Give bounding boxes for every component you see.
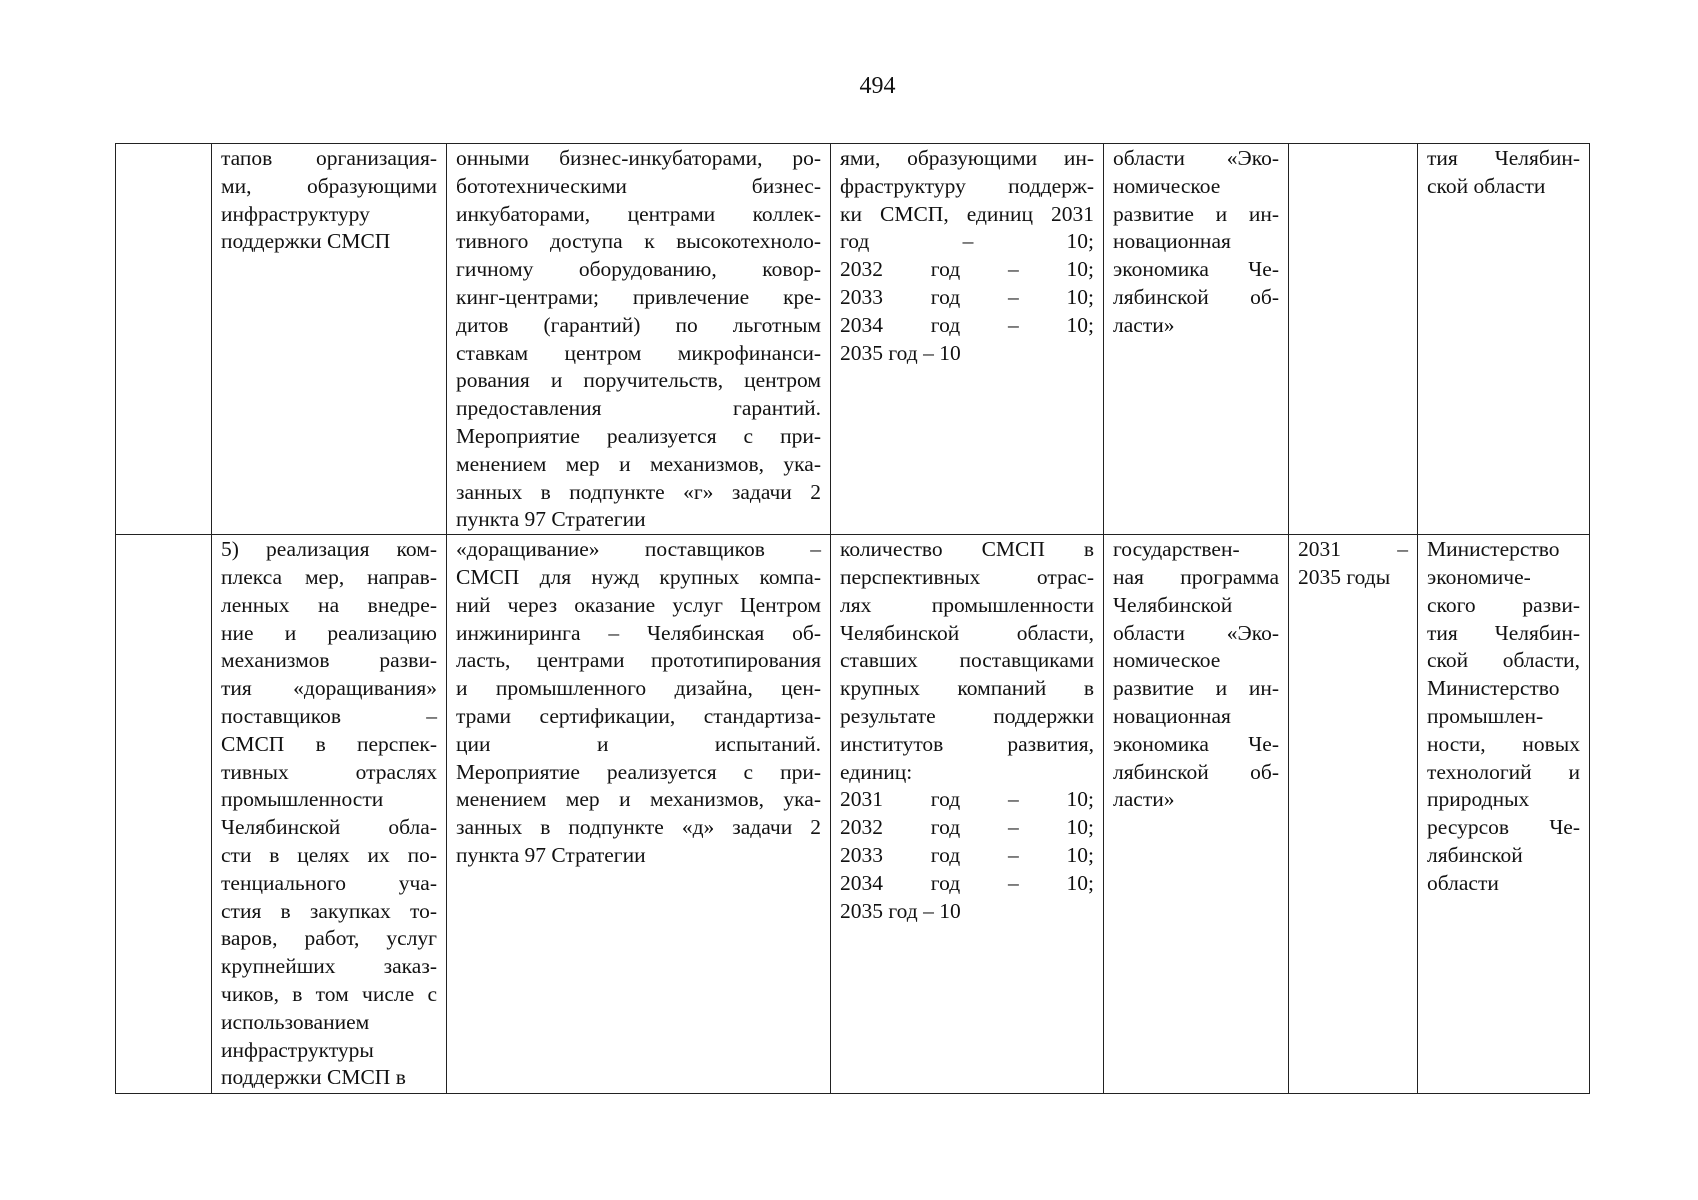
cell-text-line: Мероприятие реализуется с при-: [456, 423, 821, 448]
cell-text-line: и промышленного дизайна, цен-: [456, 676, 821, 701]
cell-text-line: 5) реализация ком-: [221, 537, 437, 562]
cell-text-line: онными бизнес-инкубаторами, ро-: [456, 146, 821, 170]
cell-text-line: плекса мер, направ-: [221, 564, 437, 589]
cell-text-line: области «Эко-: [1113, 620, 1279, 645]
cell-text-line: СМСП в перспек-: [221, 731, 437, 756]
cell-text-line: чиков, в том числе с: [221, 981, 437, 1006]
cell-text-line: ки СМСП, единиц 2031: [840, 201, 1094, 226]
cell-text-line: лях промышленности: [840, 592, 1094, 617]
cell-text-line: 2035 год – 10: [840, 340, 961, 365]
cell-text-line: инфраструктуру: [221, 201, 370, 226]
cell-text-line: тия Челябин-: [1427, 620, 1580, 645]
cell-text-line: 2035 год – 10: [840, 898, 961, 923]
cell-text-line: занных в подпункте «г» задачи 2: [456, 479, 821, 504]
cell-text-line: «доращивание» поставщиков –: [456, 537, 821, 562]
cell-text-line: номическое: [1113, 173, 1221, 198]
cell-text-line: тия Челябин-: [1427, 146, 1580, 170]
cell-text-line: тивного доступа к высокотехноло-: [456, 229, 821, 254]
measure-cell: [212, 535, 447, 1094]
row-number-cell: [116, 535, 212, 1094]
cell-text-line: Министерство: [1427, 537, 1560, 562]
table-row: [116, 144, 1590, 535]
cell-text-line: варов, работ, услуг: [221, 926, 437, 951]
cell-text-line: ской области: [1427, 173, 1546, 198]
indicator-cell: [831, 144, 1104, 535]
cell-text-line: государствен-: [1113, 537, 1240, 562]
cell-text-line: поддержки СМСП в: [221, 1065, 406, 1090]
cell-text-line: ми, образующими: [221, 173, 437, 198]
cell-text-line: ского разви-: [1427, 592, 1580, 617]
period-cell: [1289, 535, 1418, 1094]
cell-text-line: менением мер и механизмов, ука-: [456, 787, 821, 812]
cell-text-line: экономика Че-: [1113, 731, 1279, 756]
cell-text-line: Челябинской обла-: [221, 815, 437, 840]
cell-text-line: технологий и: [1427, 759, 1580, 784]
cell-text-line: ставших поставщиками: [840, 648, 1094, 673]
cell-text-line: ний через оказание услуг Центром: [456, 592, 821, 617]
cell-text-line: лябинской об-: [1113, 759, 1279, 784]
cell-text-line: институтов развития,: [840, 731, 1094, 756]
cell-text-line: ленных на внедре-: [221, 592, 437, 617]
cell-text-line: 2035 годы: [1298, 564, 1391, 589]
cell-text-line: инжиниринга – Челябинская об-: [456, 620, 821, 645]
cell-text-line: 2031 –: [1298, 537, 1408, 562]
cell-text-line: год – 10;: [840, 229, 1094, 254]
indicator-cell: [831, 535, 1104, 1094]
cell-text-line: номическое: [1113, 648, 1221, 673]
row-number-cell: [116, 144, 212, 535]
cell-text-line: развитие и ин-: [1113, 676, 1279, 701]
cell-text-line: механизмов разви-: [221, 648, 437, 673]
cell-text-line: фраструктуру поддерж-: [840, 173, 1094, 198]
content-cell: [447, 535, 831, 1094]
cell-text-line: области «Эко-: [1113, 146, 1279, 170]
table-row: [116, 535, 1590, 1094]
responsible-cell: [1418, 535, 1590, 1094]
cell-text-line: 2032 год – 10;: [840, 815, 1094, 840]
cell-text-line: поддержки СМСП: [221, 229, 391, 254]
cell-text-line: Мероприятие реализуется с при-: [456, 759, 821, 784]
cell-text-line: 2033 год – 10;: [840, 284, 1094, 309]
cell-text-line: новационная: [1113, 703, 1231, 728]
cell-text-line: 2034 год – 10;: [840, 312, 1094, 337]
cell-text-line: новационная: [1113, 229, 1231, 254]
cell-text-line: менением мер и механизмов, ука-: [456, 451, 821, 476]
measures-table: [115, 143, 1590, 1094]
cell-text-line: пункта 97 Стратегии: [456, 507, 646, 532]
cell-text-line: бототехническими бизнес-: [456, 173, 821, 198]
cell-text-line: природных: [1427, 787, 1530, 812]
cell-text-line: ции и испытаний.: [456, 731, 821, 756]
cell-text-line: лябинской: [1427, 842, 1523, 867]
measure-cell: [212, 144, 447, 535]
program-cell: [1104, 535, 1289, 1094]
cell-text-line: экономиче-: [1427, 564, 1531, 589]
responsible-cell: [1418, 144, 1590, 535]
cell-text-line: 2031 год – 10;: [840, 787, 1094, 812]
cell-text-line: 2034 год – 10;: [840, 870, 1094, 895]
cell-text-line: перспективных отрас-: [840, 564, 1094, 589]
cell-text-line: дитов (гарантий) по льготным: [456, 312, 821, 337]
cell-text-line: промышленности: [221, 787, 384, 812]
cell-text-line: гичному оборудованию, ковор-: [456, 257, 821, 282]
cell-text-line: кинг-центрами; привлечение кре-: [456, 284, 821, 309]
cell-text-line: ями, образующими ин-: [840, 146, 1094, 170]
cell-text-line: крупнейших заказ-: [221, 954, 437, 979]
cell-text-line: Челябинской: [1113, 592, 1233, 617]
cell-text-line: сти в целях их по-: [221, 842, 437, 867]
cell-text-line: ской области,: [1427, 648, 1580, 673]
cell-text-line: тивных отраслях: [221, 759, 437, 784]
cell-text-line: рования и поручительств, центром: [456, 368, 821, 393]
cell-text-line: стия в закупках то-: [221, 898, 437, 923]
cell-text-line: экономика Че-: [1113, 257, 1279, 282]
cell-text-line: использованием: [221, 1009, 370, 1034]
cell-text-line: ставкам центром микрофинанси-: [456, 340, 821, 365]
cell-text-line: количество СМСП в: [840, 537, 1094, 562]
cell-text-line: ласти»: [1113, 312, 1175, 337]
page-number: 494: [859, 73, 896, 99]
cell-text-line: лябинской об-: [1113, 284, 1279, 309]
cell-text-line: тенциального уча-: [221, 870, 437, 895]
cell-text-line: 2032 год – 10;: [840, 257, 1094, 282]
cell-text-line: единиц:: [840, 759, 913, 784]
cell-text-line: Министерство: [1427, 676, 1560, 701]
cell-text-line: 2033 год – 10;: [840, 842, 1094, 867]
cell-text-line: инфраструктуры: [221, 1037, 374, 1062]
period-cell: [1289, 144, 1418, 535]
cell-text-line: ласть, центрами прототипирования: [456, 648, 821, 673]
cell-text-line: трами сертификации, стандартиза-: [456, 703, 821, 728]
cell-text-line: инкубаторами, центрами коллек-: [456, 201, 821, 226]
program-cell: [1104, 144, 1289, 535]
cell-text-line: ности, новых: [1427, 731, 1580, 756]
cell-text-line: ная программа: [1113, 564, 1279, 589]
cell-text-line: поставщиков –: [221, 703, 437, 728]
cell-text-line: крупных компаний в: [840, 676, 1094, 701]
cell-text-line: СМСП для нужд крупных компа-: [456, 564, 821, 589]
cell-text-line: ласти»: [1113, 787, 1175, 812]
cell-text-line: промышлен-: [1427, 703, 1544, 728]
cell-text-line: Челябинской области,: [840, 620, 1094, 645]
cell-text-line: пункта 97 Стратегии: [456, 842, 646, 867]
cell-text-line: ние и реализацию: [221, 620, 437, 645]
cell-text-line: предоставления гарантий.: [456, 396, 821, 421]
cell-text-line: тия «доращивания»: [221, 676, 437, 701]
cell-text-line: ресурсов Че-: [1427, 815, 1580, 840]
cell-text-line: результате поддержки: [840, 703, 1094, 728]
cell-text-line: развитие и ин-: [1113, 201, 1279, 226]
content-cell: [447, 144, 831, 535]
cell-text-line: занных в подпункте «д» задачи 2: [456, 815, 821, 840]
cell-text-line: области: [1427, 870, 1499, 895]
cell-text-line: тапов организация-: [221, 146, 437, 170]
